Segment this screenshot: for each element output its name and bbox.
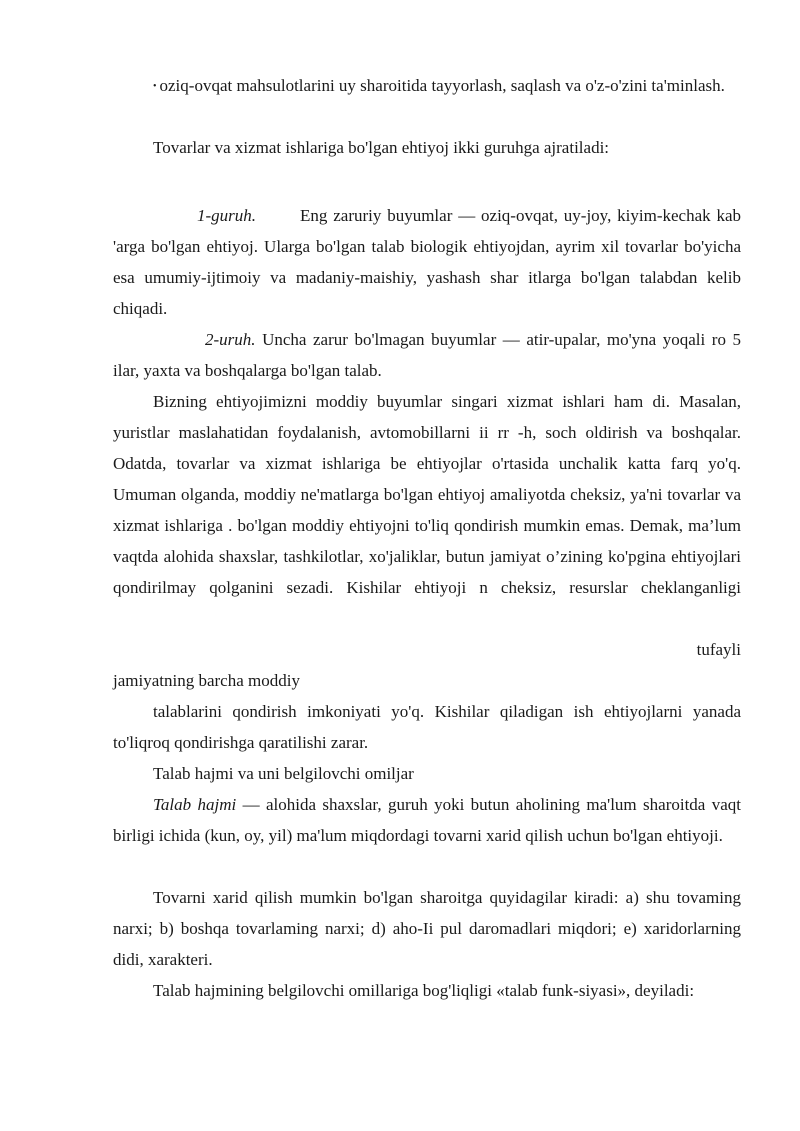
term-talab-hajmi: Talab hajmi <box>153 795 237 814</box>
bullet-icon: • <box>153 81 157 92</box>
paragraph-purchase-conditions: Tovarni xarid qilish mumkin bo'lgan sharoitga quyidagilar kiradi: a) shu tovaming narxi; b) boshqa tovarlaming narxi; d) aho-Ii pul daromadlari miqdori; e) xaridorlarning didi, xarakteri. <box>113 888 741 969</box>
tufayli-line <box>113 634 741 665</box>
paragraph-demand-function: Talab hajmining belgilovchi omillariga bog'liqligi «talab funk-siyasi», deyiladi: <box>153 981 695 1000</box>
paragraph-group-2 <box>113 324 741 386</box>
paragraph-demand-definition <box>113 789 741 851</box>
bullet-text: oziq-ovqat mahsulotlarini uy sharoitida tayyorlash, saqlash va o'z-o'zini ta'minlash. <box>159 76 725 95</box>
group-2-label: 2-uruh. <box>205 330 256 349</box>
paragraph-bullet-item <box>113 70 741 102</box>
group-2-text: Uncha zarur bo'lmagan buyumlar — atir-upalar, mo'yna yoqali ro 5 ilar, yaxta va boshqalarga bo'lgan talab. <box>113 330 741 380</box>
group-1-label: 1-guruh. <box>197 206 257 225</box>
group-1-text: Eng zaruriy buyumlar — oziq-ovqat, uy-joy, kiyim-kechak kab 'arga bo'lgan ehtiyoj. Ularga bo'lgan talab biologik ehtiyojdan, ayrim xil tovarlar bo'yicha esa umumiy-ijtimoiy va madaniy-maishiy, yashash shar itlarga bo'lgan talabdan kelib chiqadi. <box>113 206 741 318</box>
paragraph-services-needs-end: jamiyatning barcha moddiy <box>113 671 300 690</box>
paragraph-group-1 <box>113 200 741 324</box>
paragraph-demands-fulfilment: talablarini qondirish imkoniyati yo'q. Kishilar qiladigan ish ehtiyojlarni yanada to'liqroq qondirishga qaratilishi zarar. <box>113 702 741 752</box>
section-heading-demand-volume: Talab hajmi va uni belgilovchi omiljar <box>153 764 414 783</box>
paragraph-needs-groups-intro: Tovarlar va xizmat ishlariga bo'lgan ehtiyoj ikki guruhga ajratiladi: <box>153 138 610 157</box>
tufayli-word: tufayli <box>696 640 741 659</box>
paragraph-services-needs: Bizning ehtiyojimizni moddiy buyumlar singari xizmat ishlari ham di. Masalan, yuristlar maslahatidan foydalanish, avtomobillarni ii rr -h, soch oldirish va boshqalar. Odatda, tovarlar va xizmat ishlariga be ehtiyojlar o'rtasida unchalik katta farq yo'q. Umuman olganda, moddiy ne'matlarga bo'lgan ehtiyoj amaliyotda cheksiz, ya'ni tovarlar va xizmat ishlariga . bo'lgan moddiy ehtiyojni to'liq qondirish mumkin emas. Demak, ma’lum vaqtda alohida shaxslar, tashkilotlar, xo'jaliklar, butun jamiyat o’zining ko'pgina ehtiyojlari qondirilmay qolganini sezadi. Kishilar ehtiyoji n cheksiz, resurslar cheklanganligi <box>113 392 741 597</box>
definition-text: — alohida shaxslar, guruh yoki butun aholining ma'lum sharoitda vaqt birligi ichida (kun, oy, yil) ma'lum miqdordagi tovarni xarid qilish uchun bo'lgan ehtiyoji. <box>113 795 741 845</box>
